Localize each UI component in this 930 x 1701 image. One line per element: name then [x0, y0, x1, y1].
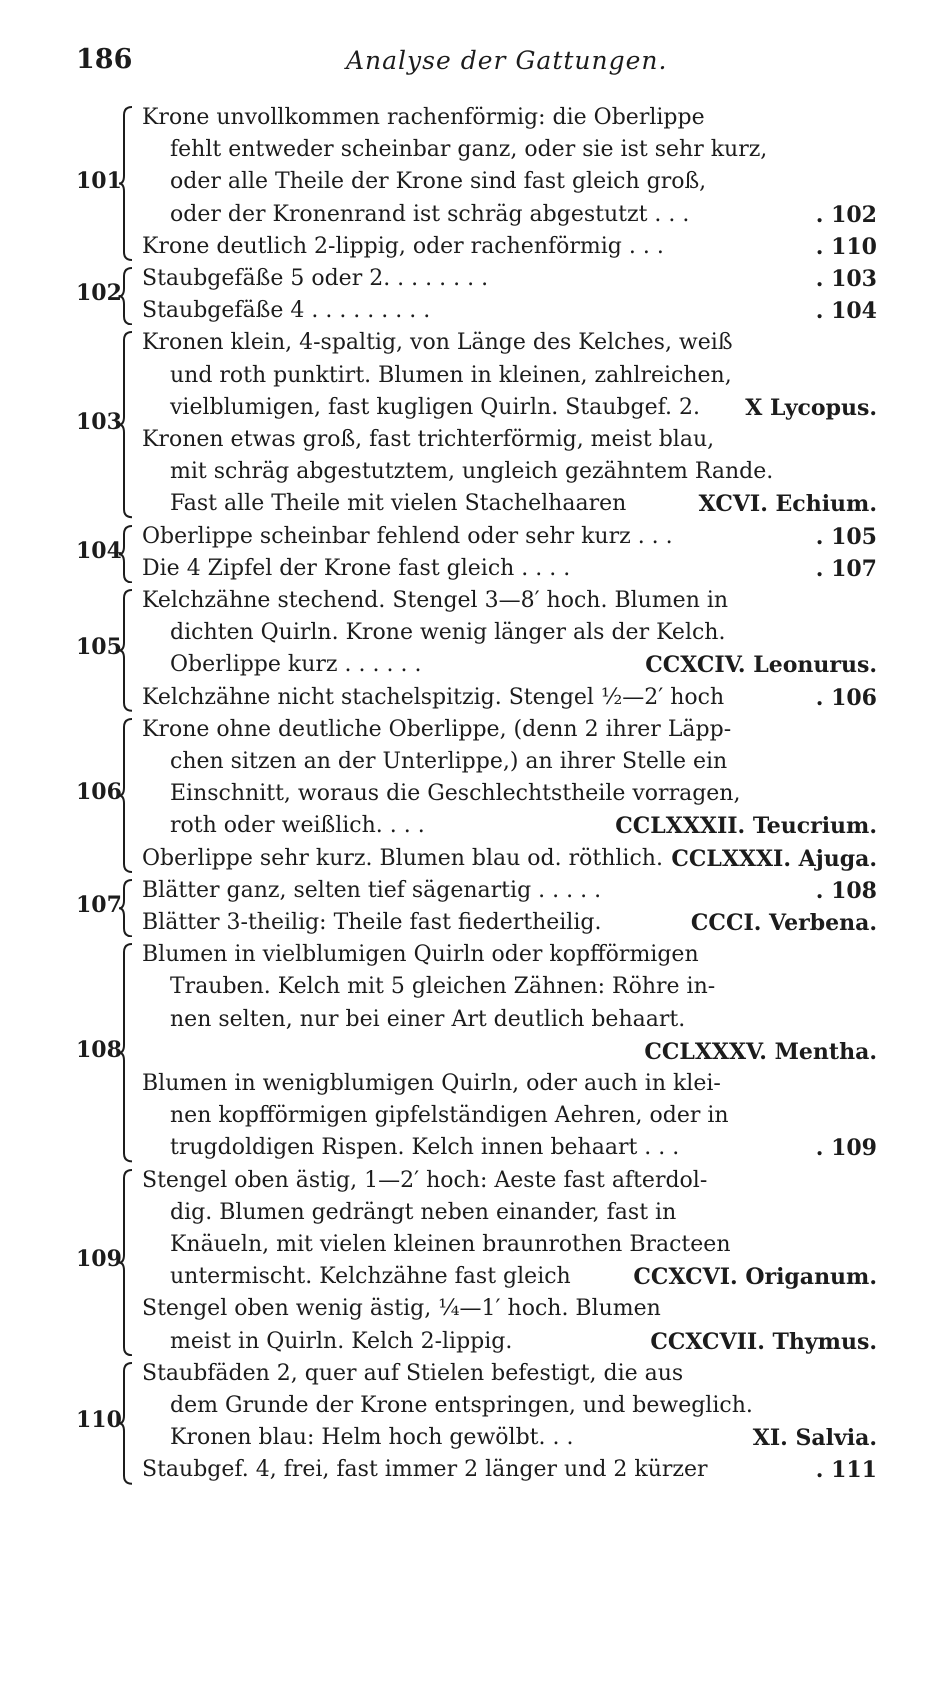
option-line: [142, 488, 877, 520]
option-reference: CCLXXXI. Ajuga.: [665, 843, 877, 875]
entry-number: 109: [76, 1246, 122, 1273]
entry-number: 106: [76, 779, 122, 806]
option-line: [142, 199, 877, 231]
entry-number: 110: [76, 1407, 122, 1434]
entry-number: 104: [76, 537, 122, 564]
key-entry: [0, 521, 930, 585]
option-text: Einschnitt, woraus die Geschlechtstheile vorragen,: [170, 781, 741, 807]
option-text: Blumen in wenigblumigen Quirln, oder auch in klei-: [142, 1070, 721, 1096]
option-text: Kronen blau: Helm hoch gewölbt. . .: [170, 1425, 574, 1451]
entry-number: 103: [76, 408, 122, 435]
option-line: [142, 1390, 877, 1422]
option-line: [142, 327, 877, 359]
option-text: Staubgefäße 5 oder 2. . . . . . . .: [142, 266, 489, 291]
option-text: Fast alle Theile mit vielen Stachelhaaren: [170, 491, 627, 517]
option-line: [142, 1358, 877, 1390]
option-text: Krone unvollkommen rachenförmig: die Oberlippe: [142, 105, 705, 130]
option-text: und roth punktirt. Blumen in kleinen, zahlreichen,: [170, 362, 732, 388]
option-line: [142, 585, 877, 617]
brace-icon: [118, 525, 134, 583]
option-line: [142, 1229, 877, 1261]
key-entry: [0, 939, 930, 1164]
option-line: [142, 714, 877, 746]
option-text: Krone ohne deutliche Oberlippe, (denn 2 ihrer Läpp-: [142, 716, 732, 742]
option-line: [142, 843, 877, 875]
key-entry: [0, 875, 930, 939]
option-line: [142, 553, 877, 585]
option-line: [142, 778, 877, 810]
option-line: [142, 810, 877, 842]
option-text: Kronen etwas groß, fast trichterförmig, meist blau,: [142, 426, 715, 452]
option-reference: . 109: [810, 1132, 877, 1164]
option-text: Oberlippe sehr kurz. Blumen blau od. röthlich.: [142, 845, 663, 871]
option-reference: CCLXXXII. Teucrium.: [609, 810, 877, 842]
option-reference: X Lycopus.: [739, 392, 877, 424]
page-header: [76, 44, 876, 84]
option-text: Kronen klein, 4-spaltig, von Länge des Kelches, weiß: [142, 330, 733, 356]
option-text: dig. Blumen gedrängt neben einander, fast in: [170, 1199, 677, 1225]
option-reference: . 110: [810, 231, 877, 263]
option-text: mit schräg abgestutztem, ungleich gezähntem Rande.: [170, 459, 774, 485]
brace-icon: [118, 106, 134, 261]
option-line: [142, 263, 877, 295]
entry-number: 101: [76, 167, 122, 194]
option-reference: . 105: [810, 521, 877, 553]
option-text: trugdoldigen Rispen. Kelch innen behaart . . .: [170, 1135, 680, 1161]
option-text: Staubgefäße 4 . . . . . . . . .: [142, 298, 431, 324]
option-line: [142, 1326, 877, 1358]
entry-number: 102: [76, 280, 122, 307]
option-text: Die 4 Zipfel der Krone fast gleich . . . .: [142, 555, 571, 581]
option-reference: . 104: [810, 295, 877, 327]
option-reference: XI. Salvia.: [747, 1422, 877, 1454]
option-text: Krone deutlich 2-lippig, oder rachenförmig . . .: [142, 233, 664, 259]
option-reference: . 103: [810, 263, 877, 295]
option-text: untermischt. Kelchzähne fast gleich: [170, 1264, 571, 1290]
option-text: meist in Quirln. Kelch 2-lippig.: [170, 1328, 513, 1354]
option-line: [142, 1165, 877, 1197]
option-reference: . 106: [810, 682, 877, 714]
key-entry: [0, 1165, 930, 1358]
option-line: [142, 1454, 877, 1486]
option-reference: CCCI. Verbena.: [685, 907, 877, 939]
option-line: [142, 392, 877, 424]
option-line: [142, 1132, 877, 1164]
key-entry: [0, 102, 930, 263]
option-line: [142, 649, 877, 681]
option-text: Blumen in vielblumigen Quirln oder kopfförmigen: [142, 942, 699, 968]
option-line: [142, 875, 877, 907]
key-entry: [0, 585, 930, 714]
option-text: Blätter 3-theilig: Theile fast fiedertheilig.: [142, 909, 602, 935]
option-line: [142, 1068, 877, 1100]
option-reference: CCXCIV. Leonurus.: [639, 649, 877, 681]
brace-icon: [118, 1169, 134, 1356]
option-text: Kelchzähne nicht stachelspitzig. Stengel ½—2′ hoch: [142, 684, 725, 710]
option-reference: . 111: [810, 1454, 877, 1486]
option-line: [142, 134, 877, 166]
option-line: [142, 424, 877, 456]
option-text: oder der Kronenrand ist schräg abgestutzt . . .: [170, 201, 690, 227]
option-text: dichten Quirln. Krone wenig länger als der Kelch.: [170, 620, 726, 646]
option-text: chen sitzen an der Unterlippe,) an ihrer Stelle ein: [170, 748, 728, 774]
option-text: Oberlippe kurz . . . . . .: [170, 652, 422, 678]
option-text: fehlt entweder scheinbar ganz, oder sie ist sehr kurz,: [170, 137, 768, 163]
option-line: [142, 682, 877, 714]
option-reference: . 108: [810, 875, 877, 907]
option-text: vielblumigen, fast kugligen Quirln. Staubgef. 2.: [170, 394, 700, 420]
brace-icon: [118, 879, 134, 937]
brace-icon: [118, 718, 134, 873]
running-title: Analyse der Gattungen.: [346, 46, 668, 75]
option-text: dem Grunde der Krone entspringen, und beweglich.: [170, 1392, 753, 1418]
option-text: Staubgef. 4, frei, fast immer 2 länger und 2 kürzer: [142, 1457, 708, 1483]
option-reference: CCXCVII. Thymus.: [644, 1326, 877, 1358]
option-line: [142, 1422, 877, 1454]
option-text: Trauben. Kelch mit 5 gleichen Zähnen: Röhre in-: [170, 974, 716, 1000]
option-text: oder alle Theile der Krone sind fast gleich groß,: [170, 169, 707, 195]
option-line: [142, 456, 877, 488]
option-line: [142, 1293, 877, 1325]
option-reference: . 107: [810, 553, 877, 585]
option-line: [142, 521, 877, 553]
option-reference: XCVI. Echium.: [693, 488, 877, 520]
entry-number: 105: [76, 634, 122, 661]
brace-icon: [118, 943, 134, 1162]
option-text: Stengel oben wenig ästig, ¼—1′ hoch. Blumen: [142, 1296, 661, 1322]
option-line: [142, 1036, 877, 1068]
brace-icon: [118, 331, 134, 518]
entry-number: 108: [76, 1036, 122, 1063]
option-line: [142, 231, 877, 263]
option-reference: . 102: [810, 199, 877, 231]
option-line: [142, 907, 877, 939]
option-line: [142, 166, 877, 198]
entry-number: 107: [76, 891, 122, 918]
option-reference: CCXCVI. Origanum.: [627, 1261, 877, 1293]
option-line: [142, 939, 877, 971]
option-line: [142, 1100, 877, 1132]
page-number: 186: [76, 44, 133, 75]
option-text: Stengel oben ästig, 1—2′ hoch: Aeste fast afterdol-: [142, 1167, 708, 1193]
option-line: [142, 1197, 877, 1229]
key-entry: [0, 714, 930, 875]
option-text: Oberlippe scheinbar fehlend oder sehr kurz . . .: [142, 523, 673, 549]
option-reference: CCLXXXV. Mentha.: [638, 1036, 877, 1068]
option-line: [142, 360, 877, 392]
option-line: [142, 971, 877, 1003]
key-entry: [0, 263, 930, 327]
option-text: nen selten, nur bei einer Art deutlich behaart.: [170, 1006, 686, 1032]
option-line: [142, 746, 877, 778]
brace-icon: [118, 1362, 134, 1485]
option-text: roth oder weißlich. . . .: [170, 813, 425, 839]
key-entry: [0, 327, 930, 520]
option-line: [142, 295, 877, 327]
option-line: [142, 617, 877, 649]
option-text: Staubfäden 2, quer auf Stielen befestigt, die aus: [142, 1360, 684, 1386]
option-line: [142, 1004, 877, 1036]
option-text: Knäueln, mit vielen kleinen braunrothen Bracteen: [170, 1231, 731, 1257]
option-line: [142, 102, 877, 134]
option-text: Kelchzähne stechend. Stengel 3—8′ hoch. Blumen in: [142, 588, 729, 613]
brace-icon: [118, 267, 134, 325]
option-line: [142, 1261, 877, 1293]
brace-icon: [118, 589, 134, 712]
option-text: Blätter ganz, selten tief sägenartig . . . . .: [142, 877, 602, 903]
option-text: nen kopfförmigen gipfelständigen Aehren, oder in: [170, 1103, 729, 1129]
key-entry: [0, 1358, 930, 1487]
